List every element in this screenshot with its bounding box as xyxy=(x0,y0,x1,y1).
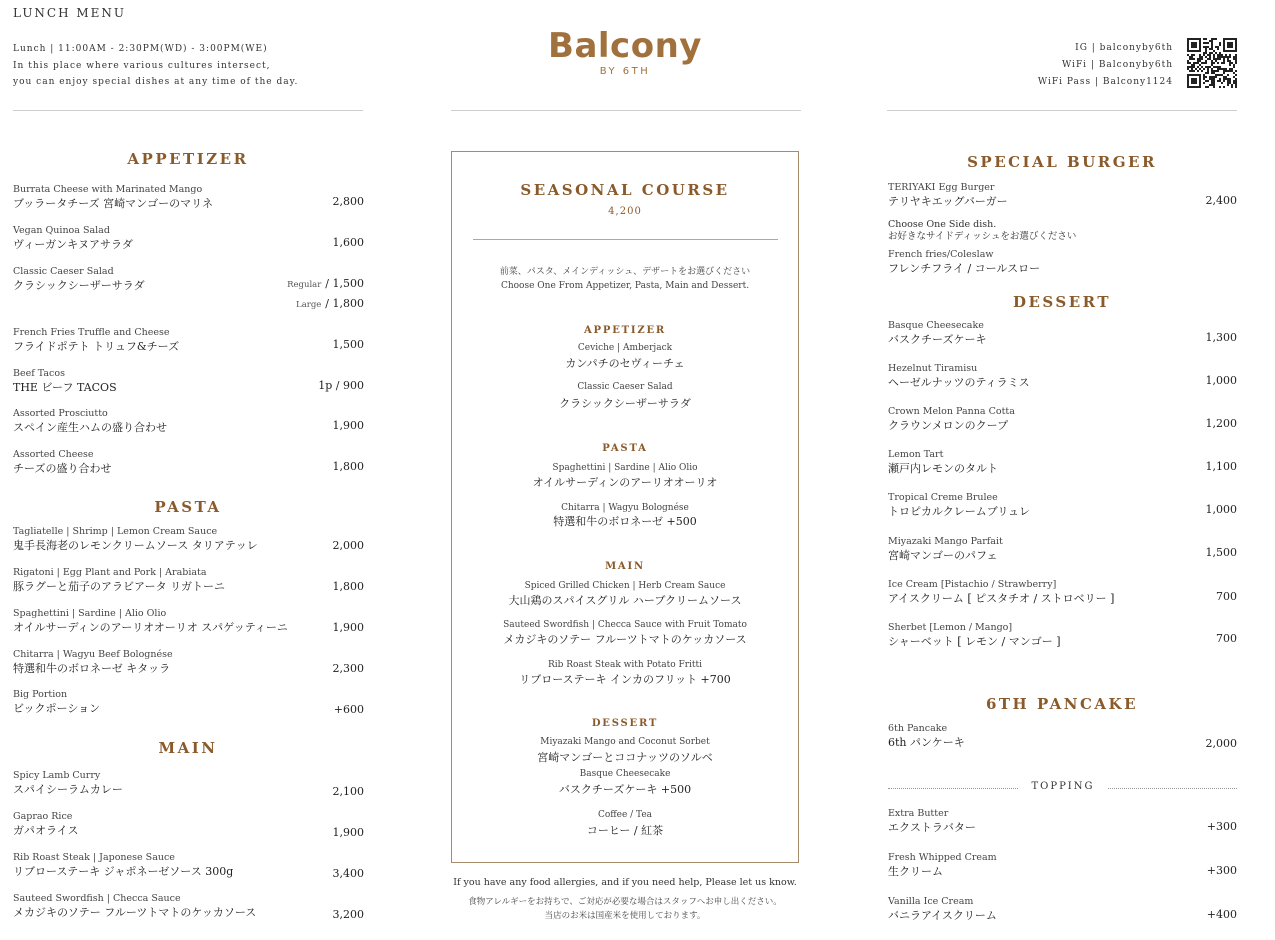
course-desc-en: Choose One From Appetizer, Pasta, Main and Dessert. xyxy=(500,281,750,291)
price: 2,400 xyxy=(1205,194,1237,207)
course-item-jp: 特選和牛のボロネーゼ +500 xyxy=(553,515,697,528)
price: 1,800 xyxy=(332,580,364,593)
menu-item: Lemon Tart 瀬戸内レモンのタルト xyxy=(888,449,998,475)
menu-item: Beef Tacos THE ビーフ TACOS xyxy=(13,368,117,394)
ig-handle: IG | balconyby6th xyxy=(1075,43,1173,53)
price: 1,800 xyxy=(332,460,364,473)
divider-right xyxy=(887,110,1237,111)
course-item-jp: コーヒー / 紅茶 xyxy=(586,824,664,837)
menu-item: Spicy Lamb Curry スパイシーラムカレー xyxy=(13,770,123,796)
burger-title: SPECIAL BURGER xyxy=(967,153,1157,171)
menu-item: Ice Cream [Pistachio / Strawberry] アイスクリーム [ ピスタチオ / ストロベリー ] xyxy=(888,579,1115,605)
price: +300 xyxy=(1206,864,1237,877)
menu-item: Vanilla Ice Cream バニラアイスクリーム xyxy=(888,896,997,922)
course-item-en: Ceviche | Amberjack xyxy=(577,343,673,353)
side-note: Choose One Side dish. お好きなサイドディッシュをお選びください xyxy=(888,219,1077,242)
price: 1,900 xyxy=(332,621,364,634)
price: 2,100 xyxy=(332,785,364,798)
course-item-jp: クラシックシーザーサラダ xyxy=(559,397,691,410)
menu-item: Tagliatelle | Shrimp | Lemon Cream Sauce 鬼手長海老のレモンクリームソース タリアテッレ xyxy=(13,526,258,552)
course-main-title: MAIN xyxy=(605,561,645,572)
price: 1,200 xyxy=(1205,417,1237,430)
wifi-name: WiFi | Balconyby6th xyxy=(1061,60,1173,70)
price: 1,500 xyxy=(1205,546,1237,559)
price: 3,400 xyxy=(332,867,364,880)
allergy-note-jp: 食物アレルギーをお持ちで、ご対応が必要な場合はスタッフへお申し出ください。 xyxy=(468,897,782,907)
tagline-1: In this place where various cultures intersect, xyxy=(13,61,271,71)
price: 1p / 900 xyxy=(318,379,364,392)
pasta-title: PASTA xyxy=(154,498,222,516)
menu-item: Classic Caeser Salad クラシックシーザーサラダ xyxy=(13,266,145,292)
price: 2,000 xyxy=(332,539,364,552)
brand-logo xyxy=(520,26,730,78)
course-item-en: Miyazaki Mango and Coconut Sorbet xyxy=(540,737,710,747)
main-title: MAIN xyxy=(158,739,218,757)
menu-item: Vegan Quinoa Salad ヴィーガンキヌアサラダ xyxy=(13,225,133,251)
price: +300 xyxy=(1206,820,1237,833)
course-divider xyxy=(473,239,778,240)
menu-item: Assorted Cheese チーズの盛り合わせ xyxy=(13,449,112,475)
price: 1,300 xyxy=(1205,331,1237,344)
course-item-jp: 大山鶏のスパイスグリル ハーブクリームソース xyxy=(508,594,742,607)
menu-item: Sauteed Swordfish | Checca Sauce メカジキのソテー フルーツトマトのケッカソース xyxy=(13,893,257,919)
price: 3,200 xyxy=(332,908,364,921)
course-item-jp: バスクチーズケーキ +500 xyxy=(558,783,692,796)
price-large: Large / 1,800 xyxy=(296,297,364,310)
logo-name: Balcony xyxy=(548,26,702,66)
menu-item: Tropical Creme Brulee トロピカルクレームブリュレ xyxy=(888,492,1031,518)
price: 1,500 xyxy=(332,338,364,351)
course-item-jp: 宮崎マンゴーとココナッツのソルベ xyxy=(537,751,713,764)
qr-code-icon[interactable] xyxy=(1187,38,1237,88)
menu-item: Sherbet [Lemon / Mango] シャーベット [ レモン / マンゴー ] xyxy=(888,622,1061,648)
menu-item: Fresh Whipped Cream 生クリーム xyxy=(888,852,997,878)
course-item-en: Classic Caeser Salad xyxy=(577,382,673,392)
menu-item: Spaghettini | Sardine | Alio Olio オイルサーディンのアーリオオーリオ スパゲッティーニ xyxy=(13,608,288,634)
menu-item: Chitarra | Wagyu Beef Bolognése 特選和牛のボロネーゼ キタッラ xyxy=(13,649,173,675)
rice-note-jp: 当店のお米は国産米を使用しております。 xyxy=(544,911,706,921)
topping-title: TOPPING xyxy=(1031,781,1095,792)
menu-title: LUNCH MENU xyxy=(13,6,127,20)
allergy-note-en: If you have any food allergies, and if you need help, Please let us know. xyxy=(453,877,797,888)
menu-item: Hezelnut Tiramisu ヘーゼルナッツのティラミス xyxy=(888,363,1030,389)
menu-item: Assorted Prosciutto スペイン産生ハムの盛り合わせ xyxy=(13,408,167,434)
logo-by: BY 6TH xyxy=(599,66,651,77)
price: 700 xyxy=(1216,632,1237,645)
course-title: SEASONAL COURSE xyxy=(520,181,730,199)
price: 1,600 xyxy=(332,236,364,249)
menu-item: Burrata Cheese with Marinated Mango ブッラータチーズ 宮崎マンゴーのマリネ xyxy=(13,184,213,210)
menu-item: Big Portion ビックポーション xyxy=(13,689,101,715)
price: 2,000 xyxy=(1205,737,1237,750)
course-item-en: Spiced Grilled Chicken | Herb Cream Sauce xyxy=(524,581,726,591)
course-appetizer-title: APPETIZER xyxy=(584,325,666,336)
course-item-en: Coffee / Tea xyxy=(597,810,653,820)
course-pasta-title: PASTA xyxy=(602,443,648,454)
price: 1,100 xyxy=(1205,460,1237,473)
course-item-jp: オイルサーディンのアーリオオーリオ xyxy=(532,476,718,489)
course-price: 4,200 xyxy=(608,206,642,217)
topping-rule-right xyxy=(1108,788,1237,789)
price: +600 xyxy=(333,703,364,716)
topping-rule-left xyxy=(888,788,1018,789)
course-item-jp: メカジキのソテー フルーツトマトのケッカソース xyxy=(503,633,747,646)
course-item-en: Spaghettini | Sardine | Alio Olio xyxy=(552,463,698,473)
price-regular: Regular / 1,500 xyxy=(287,277,364,290)
menu-item: Miyazaki Mango Parfait 宮崎マンゴーのパフェ xyxy=(888,536,1003,562)
price: +400 xyxy=(1206,908,1237,921)
menu-item: Crown Melon Panna Cotta クラウンメロンのクープ xyxy=(888,406,1015,432)
course-item-jp: カンパチのセヴィーチェ xyxy=(565,357,685,370)
course-desc-jp: 前菜、パスタ、メインディッシュ、デザートをお選びください xyxy=(499,267,751,277)
wifi-pass: WiFi Pass | Balcony1124 xyxy=(1037,77,1173,87)
course-item-jp: リブローステーキ インカのフリット +700 xyxy=(519,673,731,686)
price: 1,000 xyxy=(1205,374,1237,387)
course-item-en: Chitarra | Wagyu Bolognése xyxy=(561,503,689,513)
menu-item: Rib Roast Steak | Japonese Sauce リブローステーキ ジャポネーゼソース 300g xyxy=(13,852,234,878)
divider-center xyxy=(451,110,801,111)
menu-item: Gaprao Rice ガパオライス xyxy=(13,811,79,837)
menu-item: Rigatoni | Egg Plant and Pork | Arabiata 豚ラグーと茄子のアラビアータ リガトーニ xyxy=(13,567,226,593)
price: 2,800 xyxy=(332,195,364,208)
menu-item: 6th Pancake 6th パンケーキ xyxy=(888,723,965,749)
price: 2,300 xyxy=(332,662,364,675)
course-dessert-title: DESSERT xyxy=(591,718,659,729)
course-item-en: Sauteed Swordfish | Checca Sauce with Fruit Tomato xyxy=(503,620,747,630)
dessert-title: DESSERT xyxy=(1012,293,1112,311)
menu-item: Basque Cheesecake バスクチーズケーキ xyxy=(888,320,987,346)
price: 1,000 xyxy=(1205,503,1237,516)
tagline-2: you can enjoy special dishes at any time of the day. xyxy=(13,77,299,87)
hours-text: Lunch | 11:00AM - 2:30PM(WD) - 3:00PM(WE) xyxy=(13,44,268,54)
price: 700 xyxy=(1216,590,1237,603)
appetizer-title: APPETIZER xyxy=(127,150,249,168)
menu-item: French Fries Truffle and Cheese フライドポテト トリュフ&チーズ xyxy=(13,327,180,353)
price: 1,900 xyxy=(332,419,364,432)
menu-item: Extra Butter エクストラバター xyxy=(888,808,976,834)
divider-left xyxy=(13,110,363,111)
menu-item: TERIYAKI Egg Burger テリヤキエッグバーガー xyxy=(888,182,1008,208)
price: 1,900 xyxy=(332,826,364,839)
course-item-en: Basque Cheesecake xyxy=(579,769,671,779)
pancake-title: 6TH PANCAKE xyxy=(985,695,1139,713)
side-option: French fries/Coleslaw フレンチフライ / コールスロー xyxy=(888,249,1041,275)
course-item-en: Rib Roast Steak with Potato Fritti xyxy=(547,660,703,670)
